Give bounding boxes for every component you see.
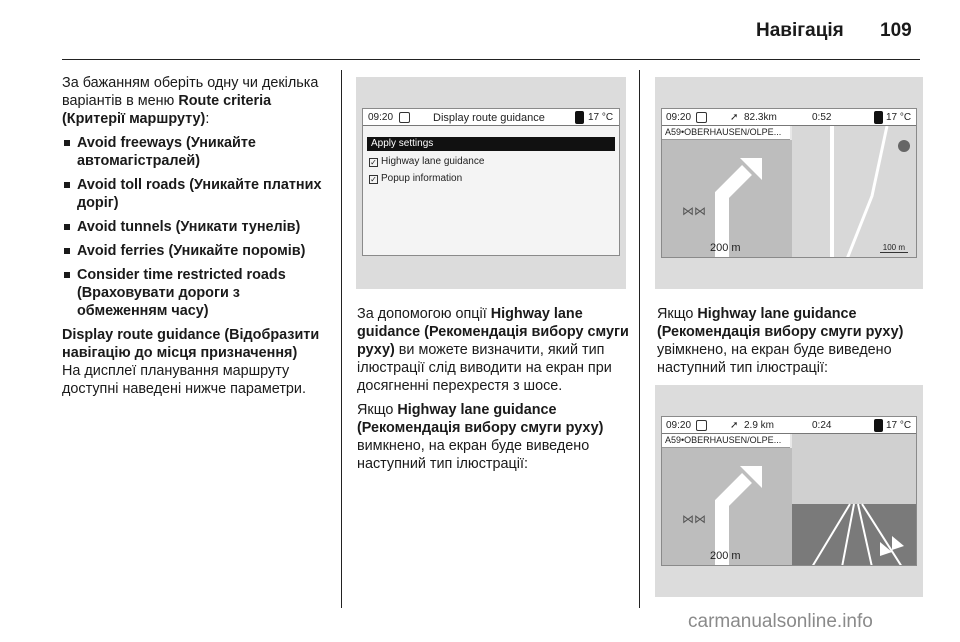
turn-distance: 200 m — [710, 550, 741, 562]
checkbox-icon: ✓ — [370, 158, 377, 167]
svg-text:⋈⋈: ⋈⋈ — [682, 512, 706, 526]
status-bar: 09:20 ➚ 82.3km 0:52 17 °C — [662, 109, 916, 126]
thermometer-icon — [874, 419, 883, 432]
page-header-title: Навігація — [756, 20, 844, 41]
header-rule — [62, 59, 920, 60]
clock-icon — [399, 112, 410, 123]
option-highway-lane-guidance: ✓ Highway lane guidance — [370, 156, 485, 167]
figure-settings-screen — [356, 77, 626, 289]
column-divider-2 — [639, 70, 640, 608]
turn-arrow-graphic — [662, 448, 792, 566]
figure-guidance-on — [655, 385, 923, 597]
bullet-item: Avoid tunnels (Уникати тунелів) — [62, 218, 332, 236]
figure-guidance-off — [655, 77, 923, 289]
turn-arrow-graphic — [662, 140, 792, 258]
turn-distance: 200 m — [710, 242, 741, 254]
bullet-square-icon — [64, 182, 70, 188]
guidance-on-paragraph: Якщо Highway lane guidance (Рекомендація вибору смуги руху) увімкнено, на екран буде виведено наступний тип ілюстрації: — [657, 306, 904, 376]
nav-screen-map: 09:20 ➚ 82.3km 0:52 17 °C A59•OBERHAUSEN/OLPE... ⋈⋈ 200 m 100 m — [661, 108, 917, 258]
map-graphic — [792, 126, 917, 258]
bullet-item: Avoid ferries (Уникайте поромів) — [62, 242, 332, 260]
column-divider-1 — [341, 70, 342, 608]
checkbox-icon: ✓ — [370, 175, 377, 184]
turn-icon: ➚ — [730, 112, 739, 123]
status-bar: 09:20 ➚ 2.9 km 0:24 17 °C — [662, 417, 916, 434]
bullet-square-icon — [64, 248, 70, 254]
column-1 — [62, 74, 332, 404]
apply-settings-item: Apply settings — [367, 137, 615, 151]
map-scale: 100 m — [880, 243, 908, 253]
guidance-off-paragraph: Якщо Highway lane guidance (Рекомендація вибору смуги руху) вимкнено, на екран буде виведено наступний тип ілюстрації: — [357, 402, 604, 472]
route-criteria-term: Route criteria (Критерії маршруту) — [62, 93, 272, 127]
intro-paragraph: За бажанням оберіть одну чи декілька варіантів в меню Route criteria (Критерії маршруту): — [62, 75, 319, 127]
bullet-item: Consider time restricted roads (Враховувати дороги з обмеженням часу) — [62, 266, 332, 320]
column-3 — [657, 305, 922, 383]
svg-text:⋈⋈: ⋈⋈ — [682, 204, 706, 218]
bullet-item: Avoid toll roads (Уникайте платних доріг) — [62, 176, 332, 212]
lane-guidance-paragraph: За допомогою опції Highway lane guidance (Рекомендація вибору смуги руху) ви можете визначити, який тип ілюстрації слід виводити на екран при досягненні перехрестя з шосе. — [357, 306, 629, 394]
bullet-item: Avoid freeways (Уникайте автомагістралей) — [62, 134, 332, 170]
thermometer-icon — [575, 111, 584, 124]
lane-graphic — [792, 434, 917, 566]
bullet-square-icon — [64, 272, 70, 278]
clock-icon — [696, 420, 707, 431]
thermometer-icon — [874, 111, 883, 124]
option-popup-information: ✓ Popup information — [370, 173, 463, 184]
watermark: carmanualsonline.info — [688, 611, 873, 632]
bullet-square-icon — [64, 140, 70, 146]
bullet-square-icon — [64, 224, 70, 230]
nav-screen-lanes: 09:20 ➚ 2.9 km 0:24 17 °C A59•OBERHAUSEN/OLPE... ⋈⋈ 200 m — [661, 416, 917, 566]
screen-title: Display route guidance — [433, 112, 545, 124]
column-2 — [357, 305, 632, 479]
status-bar: 09:20 Display route guidance 17 °C — [363, 109, 619, 126]
display-guidance-paragraph: Display route guidance (Відобразити навігацію до місця призначення) На дисплеї планування маршруту доступні наведені нижче параметри. — [62, 327, 320, 397]
turn-icon: ➚ — [730, 420, 739, 431]
clock-icon — [696, 112, 707, 123]
settings-screen — [362, 108, 620, 256]
page-number: 109 — [880, 20, 912, 41]
